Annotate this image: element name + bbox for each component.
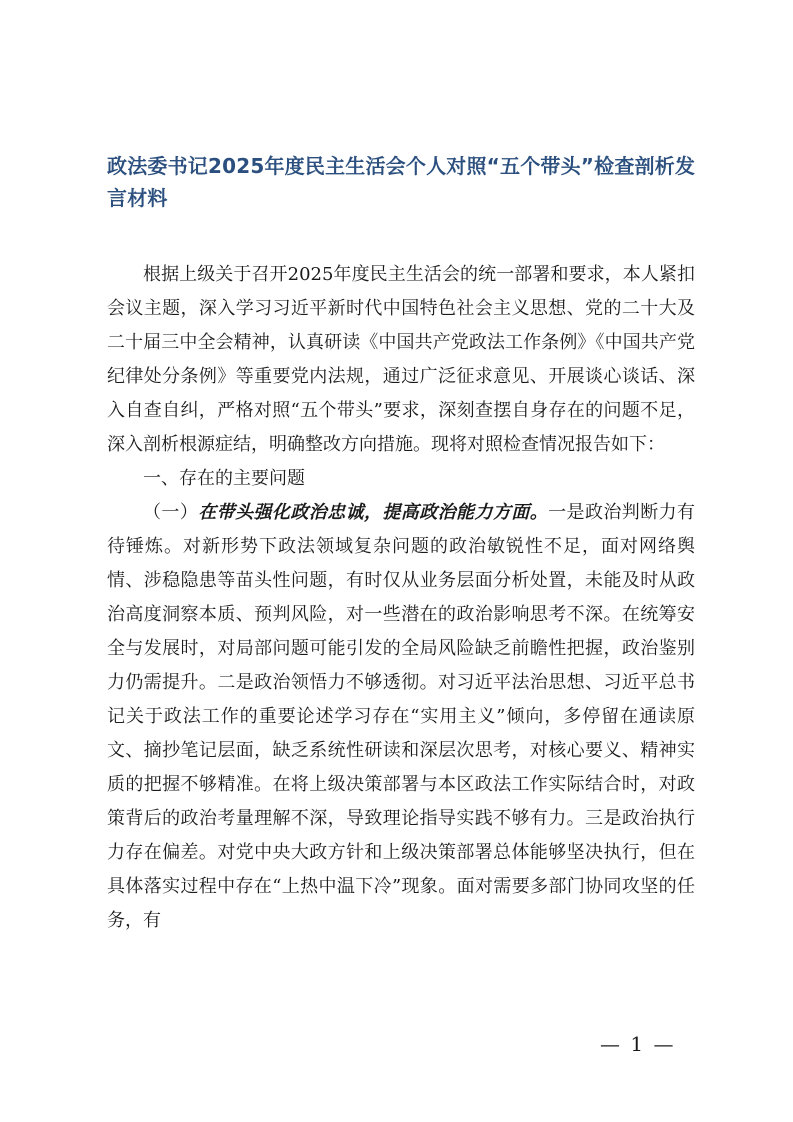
section-heading: 一、存在的主要问题 <box>143 468 305 489</box>
intro-paragraph: 根据上级关于召开2025年度民主生活会的统一部署和要求，本人紧扣会议主题，深入学习习近平新时代中国特色社会主义思想、党的二十大及二十届三中全会精神，认真研读《中国共产党政法工作条例》《中国共产党纪律处分条例》等重要党内法规，通过广泛征求意见、开展谈心谈话、深入自查自纠，严格对照“五个带头”要求，深刻查摆自身存在的问题不足，深入剖析根源症结，明确整改方向措施。现将对照检查情况报告如下： <box>107 264 695 455</box>
document-title: 政法委书记2025年度民主生活会个人对照“五个带头”检查剖析发言材料 <box>107 154 696 210</box>
document-body <box>107 258 695 938</box>
subsection-paragraph <box>107 496 695 938</box>
subsection-text: 一是政治判断力有待锤炼。对新形势下政法领域复杂问题的政治敏锐性不足，面对网络舆情、涉稳隐患等苗头性问题，有时仅从业务层面分析处置，未能及时从政治高度洞察本质、预判风险，对一些潜在的政治影响思考不深。在统筹安全与发展时，对局部问题可能引发的全局风险缺乏前瞻性把握，政治鉴别力仍需提升。二是政治领悟力不够透彻。对习近平法治思想、习近平总书记关于政法工作的重要论述学习存在“实用主义”倾向，多停留在通读原文、摘抄笔记层面，缺乏系统性研读和深层次思考，对核心要义、精神实质的把握不够精准。在将上级决策部署与本区政法工作实际结合时，对政策背后的政治考量理解不深，导致理论指导实践不够有力。三是政治执行力存在偏差。对党中央大政方针和上级决策部署总体能够坚决执行，但在具体落实过程中存在“上热中温下冷”现象。面对需要多部门协同攻坚的任务，有 <box>107 502 696 931</box>
subsection-number: （一） <box>143 502 199 523</box>
subsection-emphasis: 在带头强化政治忠诚，提高政治能力方面。 <box>198 502 549 523</box>
page-number: — 1 — <box>600 1032 676 1056</box>
